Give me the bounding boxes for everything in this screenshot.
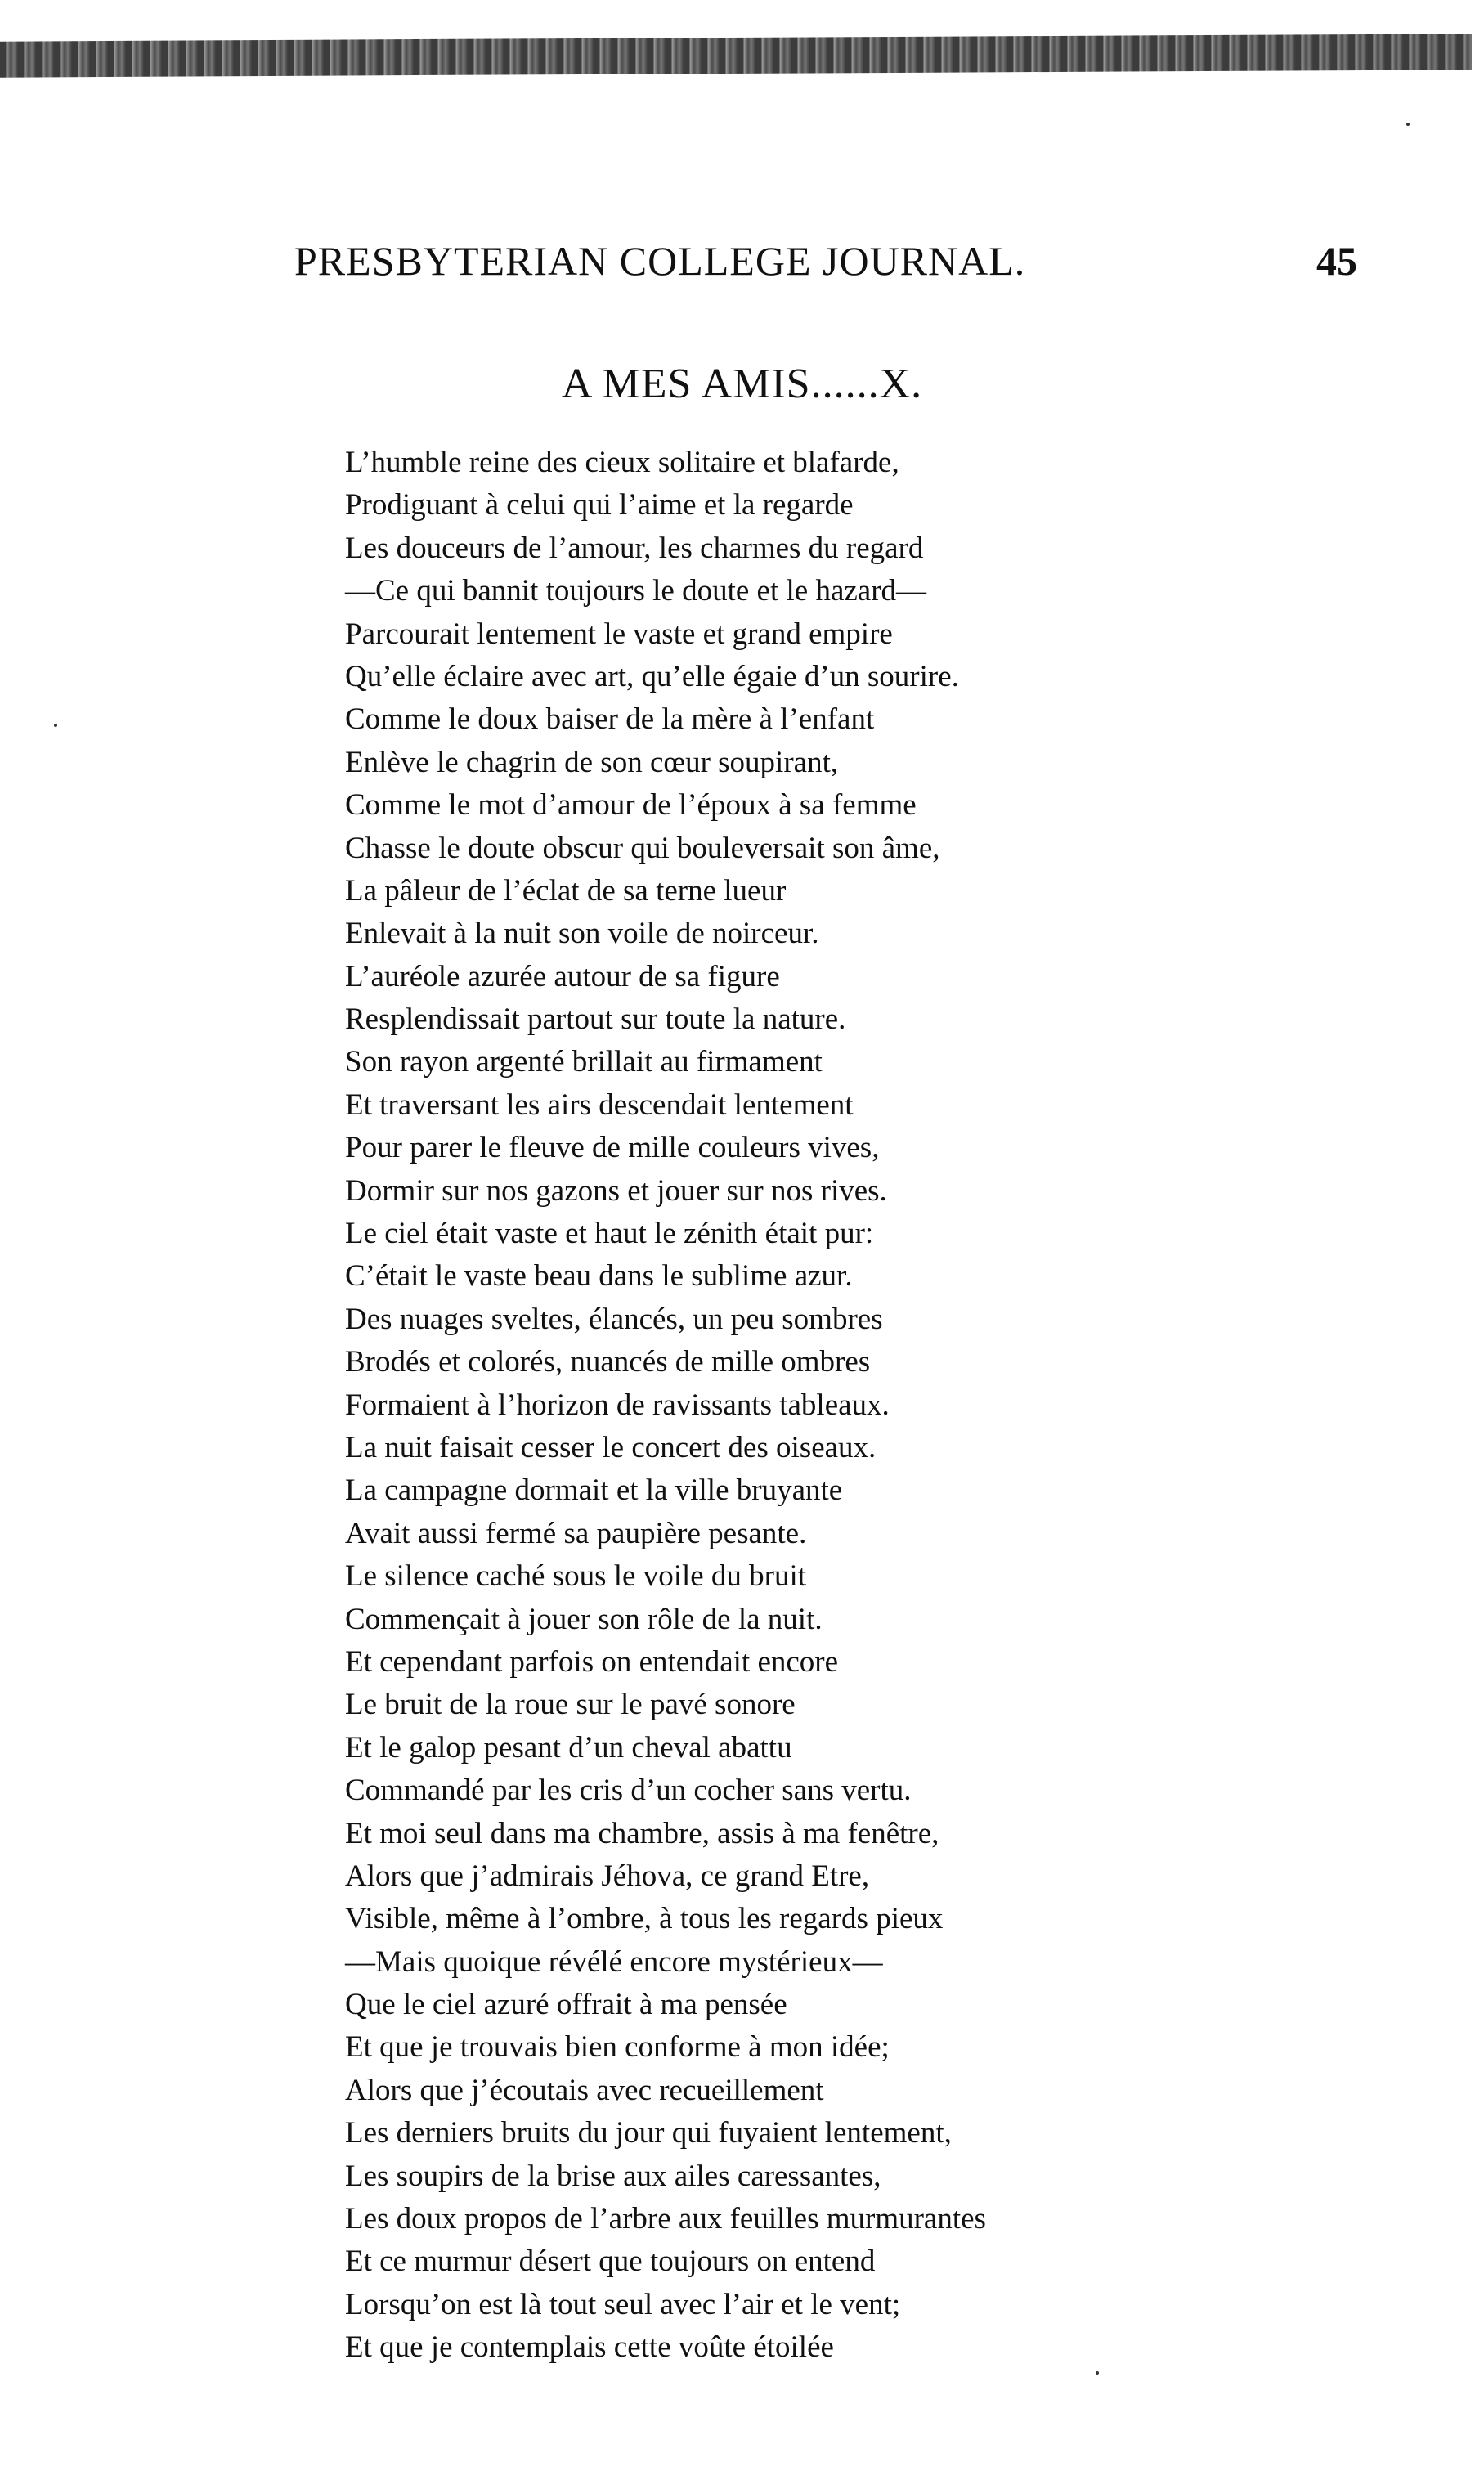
verse-line: Les derniers bruits du jour qui fuyaient lentement, bbox=[345, 2116, 952, 2150]
scan-speck bbox=[1096, 2371, 1099, 2375]
verse-line: Son rayon argenté brillait au firmament bbox=[345, 1045, 823, 1079]
verse-line: Le silence caché sous le voile du bruit bbox=[345, 1559, 807, 1594]
journal-title: PRESBYTERIAN COLLEGE JOURNAL. bbox=[294, 238, 1026, 284]
verse-line: Pour parer le fleuve de mille couleurs vives, bbox=[345, 1131, 880, 1165]
verse-line: Enlevait à la nuit son voile de noirceur. bbox=[345, 917, 819, 951]
verse-line: Alors que j’écoutais avec recueillement bbox=[345, 2073, 824, 2107]
verse-line: —Mais quoique révélé encore mystérieux— bbox=[345, 1944, 883, 1979]
verse-line: La campagne dormait et la ville bruyante bbox=[345, 1473, 843, 1508]
poem-body bbox=[345, 442, 1163, 2370]
verse-line: Avait aussi fermé sa paupière pesante. bbox=[345, 1516, 807, 1550]
verse-line: Et le galop pesant d’un cheval abattu bbox=[345, 1730, 792, 1765]
verse-line: Alors que j’admirais Jéhova, ce grand Etre, bbox=[345, 1859, 870, 1893]
scan-speck bbox=[1406, 123, 1410, 126]
verse-line: Comme le doux baiser de la mère à l’enfant bbox=[345, 702, 875, 737]
verse-line: L’humble reine des cieux solitaire et blafarde, bbox=[345, 446, 899, 479]
verse-line: Les soupirs de la brise aux ailes caressantes, bbox=[345, 2159, 881, 2193]
verse-line: Resplendissait partout sur toute la nature. bbox=[345, 1002, 846, 1037]
verse-line: Les douceurs de l’amour, les charmes du regard bbox=[345, 531, 924, 565]
verse-line: Chasse le doute obscur qui bouleversait son âme, bbox=[345, 831, 940, 865]
verse-line: Et que je contemplais cette voûte étoilée bbox=[345, 2330, 834, 2365]
verse-line: Et cependant parfois on entendait encore bbox=[345, 1644, 839, 1679]
verse-line: La nuit faisait cesser le concert des oiseaux. bbox=[345, 1430, 877, 1464]
verse-line: Et ce murmur désert que toujours on entend bbox=[345, 2245, 876, 2279]
verse-line: Le bruit de la roue sur le pavé sonore bbox=[345, 1688, 796, 1722]
verse-line: Et traversant les airs descendait lentement bbox=[345, 1088, 854, 1122]
verse-line: Des nuages sveltes, élancés, un peu sombres bbox=[345, 1302, 883, 1336]
verse-line: Commandé par les cris d’un cocher sans vertu. bbox=[345, 1774, 912, 1808]
verse-line: Qu’elle éclaire avec art, qu’elle égaie d’un sourire. bbox=[345, 659, 959, 693]
verse-line: Et que je trouvais bien conforme à mon idée; bbox=[345, 2030, 890, 2065]
verse-line: Les doux propos de l’arbre aux feuilles murmurantes bbox=[345, 2202, 986, 2236]
running-head bbox=[294, 237, 1357, 286]
verse-line: Enlève le chagrin de son cœur soupirant, bbox=[345, 745, 839, 779]
verse-line: Comme le mot d’amour de l’époux à sa femme bbox=[345, 788, 917, 823]
verse-line: Parcourait lentement le vaste et grand empire bbox=[345, 617, 893, 651]
scan-speck bbox=[54, 724, 57, 727]
verse-line: Que le ciel azuré offrait à ma pensée bbox=[345, 1988, 787, 2022]
verse-line: Lorsqu’on est là tout seul avec l’air et le vent; bbox=[345, 2287, 901, 2321]
verse-line: —Ce qui bannit toujours le doute et le hazard— bbox=[345, 574, 927, 608]
verse-line: Dormir sur nos gazons et jouer sur nos rives. bbox=[345, 1173, 887, 1208]
verse-line: Commençait à jouer son rôle de la nuit. bbox=[345, 1602, 823, 1636]
verse-line: Le ciel était vaste et haut le zénith était pur: bbox=[345, 1217, 874, 1251]
verse-line: La pâleur de l’éclat de sa terne lueur bbox=[345, 873, 787, 908]
poem-title: A MES AMIS......X. bbox=[561, 361, 923, 407]
verse-line: Prodiguant à celui qui l’aime et la regarde bbox=[345, 488, 854, 522]
verse-line: Formaient à l’horizon de ravissants tableaux. bbox=[345, 1388, 890, 1422]
scanned-page-edge bbox=[0, 34, 1472, 77]
verse-line: L’auréole azurée autour de sa figure bbox=[345, 959, 780, 993]
verse-line: Et moi seul dans ma chambre, assis à ma fenêtre, bbox=[345, 1816, 939, 1850]
verse-line: C’était le vaste beau dans le sublime azur. bbox=[345, 1259, 853, 1294]
page-number: 45 bbox=[1316, 238, 1357, 284]
verse-line: Visible, même à l’ombre, à tous les regards pieux bbox=[345, 1902, 944, 1936]
verse-line: Brodés et colorés, nuancés de mille ombres bbox=[345, 1345, 871, 1379]
